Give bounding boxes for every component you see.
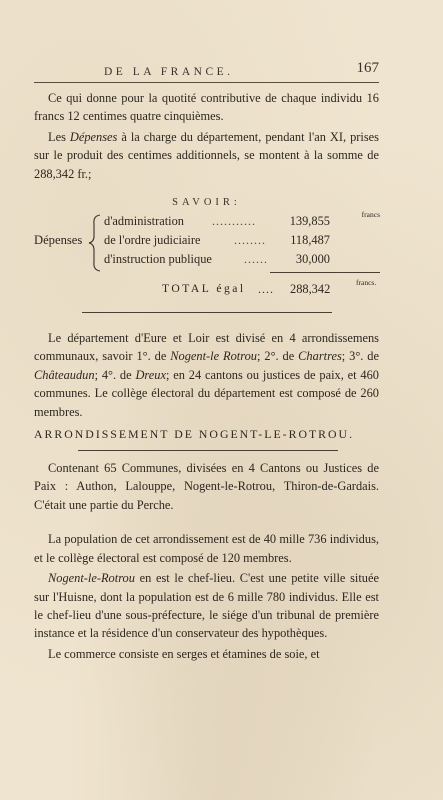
depense-label: d'instruction publique [104, 252, 212, 267]
quotite-paragraph: Ce qui donne pour la quotité contributive de chaque individu 16 francs 12 centimes quatre cinquièmes. [34, 91, 379, 124]
arrondissements-paragraph [34, 329, 379, 421]
section-divider [82, 312, 332, 313]
running-head [34, 60, 379, 83]
depenses-italic-word: Dépenses [69, 129, 118, 144]
place-name: Chartres [298, 349, 342, 364]
text-run: ; 4°. de [94, 367, 136, 382]
leader-dots: ........... [212, 214, 256, 229]
place-name: Châteaudun [34, 367, 95, 382]
commerce-paragraph: Le commerce consiste en serges et étamines de soie, et [48, 646, 320, 661]
place-name: Dreux [135, 367, 166, 382]
contenant-paragraph: Contenant 65 Communes, divisées en 4 Cantons ou Justices de Paix : Authon, Lalouppe, Nogent-le-Rotrou, Thiron-de-Gardais. C'était une partie du Perche. [34, 461, 379, 512]
leader-dots: ...... [244, 252, 268, 267]
total-amount: 288,342 [290, 282, 331, 297]
savoir-heading: SAVOIR: [172, 197, 241, 209]
chef-lieu-name: Nogent-le-Rotrou [48, 571, 135, 586]
depense-label: de l'ordre judiciaire [104, 233, 201, 248]
depense-unit: francs [361, 210, 380, 220]
leader-dots: ........ [234, 233, 266, 248]
book-page [34, 60, 379, 663]
text-run: ; 3°. de [341, 349, 380, 364]
depenses-paragraph [34, 128, 379, 183]
depenses-row-administration [104, 210, 380, 232]
depense-amount: 139,855 [289, 214, 330, 229]
total-unit: francs. [356, 278, 377, 288]
total-row [34, 278, 379, 302]
curly-brace-icon [88, 214, 102, 272]
depenses-paragraph-text: à la charge du département, pendant l'an XI, prises sur le produit des centimes additionnels, se montent à la somme de 288,342 fr.; [34, 129, 379, 181]
page-number: 167 [356, 60, 379, 76]
chef-lieu-paragraph [34, 569, 379, 643]
text-run: ; en 24 cantons ou justices de paix, et 460 communes. Le collège électoral du département est composé de 260 membres. [34, 367, 379, 419]
depense-label: d'administration [104, 214, 185, 229]
place-name: Nogent-le Rotrou [170, 349, 258, 364]
sum-rule [270, 272, 380, 273]
depense-amount: 30,000 [295, 252, 330, 267]
depenses-row-judiciaire [104, 233, 380, 251]
depenses-row-instruction [104, 252, 380, 270]
title-rule [78, 450, 338, 451]
text-run: Le département d'Eure et Loir est divisé en 4 arrondissemens communaux, savoir 1°. de [34, 331, 379, 364]
total-label: TOTAL égal [162, 282, 246, 296]
leader-dots: .... [258, 282, 274, 297]
depenses-table [34, 210, 380, 272]
section-title: ARRONDISSEMENT DE NOGENT-LE-ROTROU. [34, 427, 355, 442]
depenses-intro-text: Les [48, 129, 70, 144]
depense-amount: 118,487 [290, 233, 330, 248]
chef-lieu-text: en est le chef-lieu. C'est une petite ville située sur l'Huisne, dont la population est de 6 mille 780 individus. Elle est le chef-lieu d'une sous-préfecture, le siége d'un tribunal de première instance et la résidence d'un conservateur des hypothèques. [34, 571, 379, 641]
running-title: DE LA FRANCE. [104, 66, 234, 78]
depenses-label: Dépenses [34, 233, 83, 248]
text-run: ; 2°. de [257, 349, 299, 364]
population-paragraph: La population de cet arrondissement est de 40 mille 736 individus, et le collège électoral est composé de 120 membres. [34, 532, 379, 565]
